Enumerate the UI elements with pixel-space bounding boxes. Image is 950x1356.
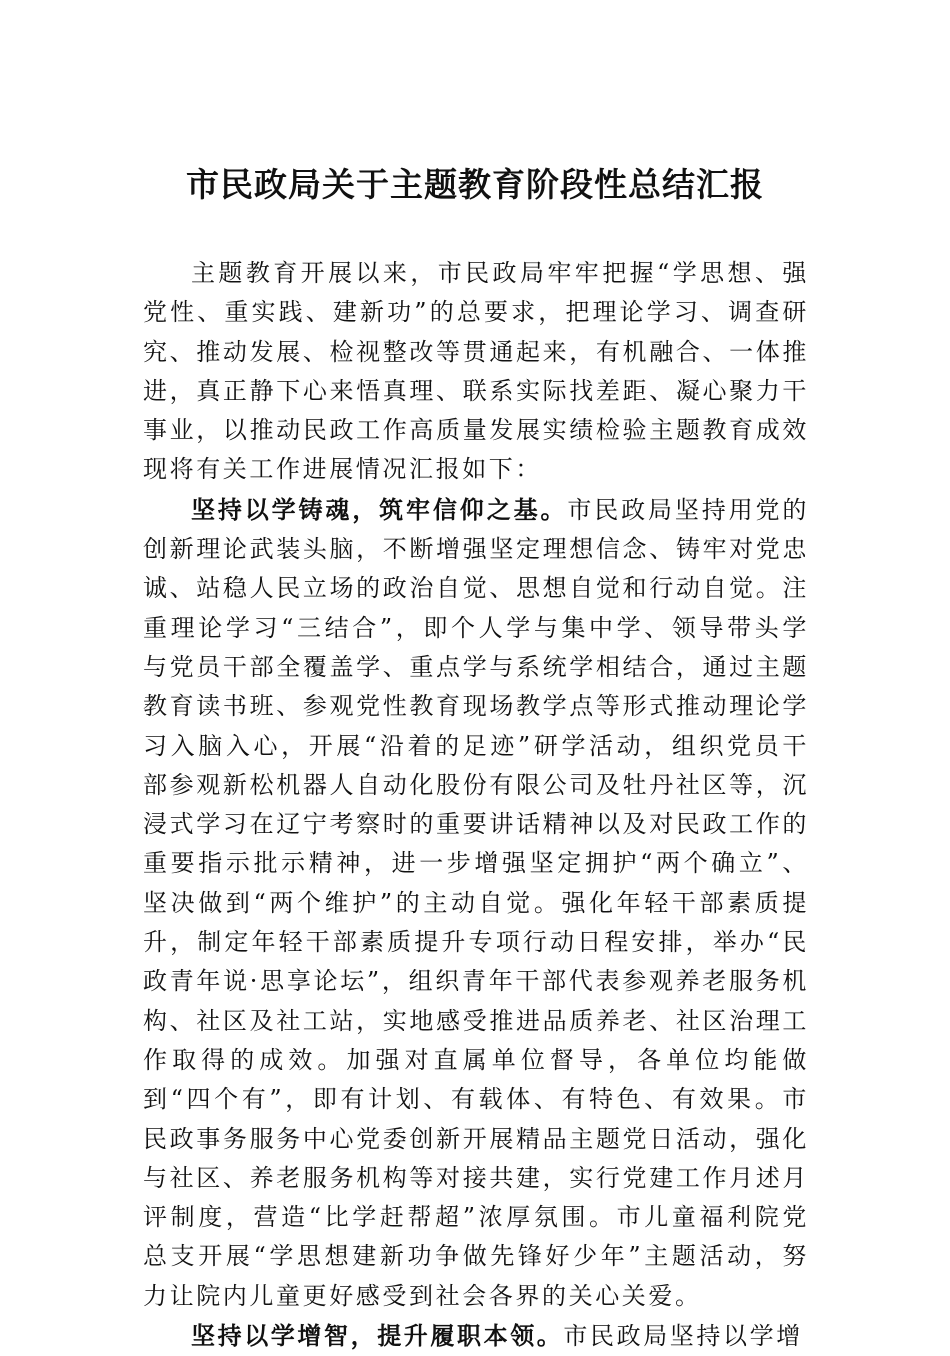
document-title: 市民政局关于主题教育阶段性总结汇报	[186, 165, 764, 204]
section-heading-study-soul: 坚持以学铸魂，筑牢信仰之基。	[191, 494, 568, 524]
section-paragraph-study-soul	[143, 490, 809, 1316]
section-heading-study-wisdom: 坚持以学增智，提升履职本领。	[191, 1321, 564, 1351]
section-text-study-soul: 市民政局坚持用党的创新理论武装头脑，不断增强坚定理想信念、铸牢对党忠诚、站稳人民立场的政治自觉、思想自觉和行动自觉。注重理论学习“三结合”，即个人学与集中学、领导带头学与党员干部全覆盖学、重点学与系统学相结合，通过主题教育读书班、参观党性教育现场教学点等形式推动理论学习入脑入心，开展“沿着的足迹”研学活动，组织党员干部参观新松机器人自动化股份有限公司及牡丹社区等，沉浸式学习在辽宁考察时的重要讲话精神以及对民政工作的重要指示批示精神，进一步增强坚定拥护“两个确立”、坚决做到“两个维护”的主动自觉。强化年轻干部素质提升，制定年轻干部素质提升专项行动日程安排，举办“民政青年说·思享论坛”，组织青年干部代表参观养老服务机构、社区及社工站，实地感受推进品质养老、社区治理工作取得的成效。加强对直属单位督导，各单位均能做到“四个有”，即有计划、有载体、有特色、有效果。市民政事务服务中心党委创新开展精品主题党日活动，强化与社区、养老服务机构等对接共建，实行党建工作月述月评制度，营造“比学赶帮超”浓厚氛围。市儿童福利院党总支开展“学思想建新功争做先锋好少年”主题活动，努力让院内儿童更好感受到社会各界的关心关爱。	[143, 495, 809, 1310]
intro-paragraph	[143, 254, 809, 490]
section-paragraph-study-wisdom	[143, 1316, 809, 1356]
document-body	[143, 254, 809, 1356]
intro-paragraph-text: 主题教育开展以来，市民政局牢牢把握“学思想、强党性、重实践、建新功”的总要求，把理论学习、调查研究、推动发展、检视整改等贯通起来，有机融合、一体推进，真正静下心来悟真理、联系实际找差距、凝心聚力干事业，以推动民政工作高质量发展实绩检验主题教育成效现将有关工作进展情况汇报如下：	[143, 259, 809, 484]
section-text-study-wisdom: 市民政局坚持以学增	[563, 1322, 803, 1351]
